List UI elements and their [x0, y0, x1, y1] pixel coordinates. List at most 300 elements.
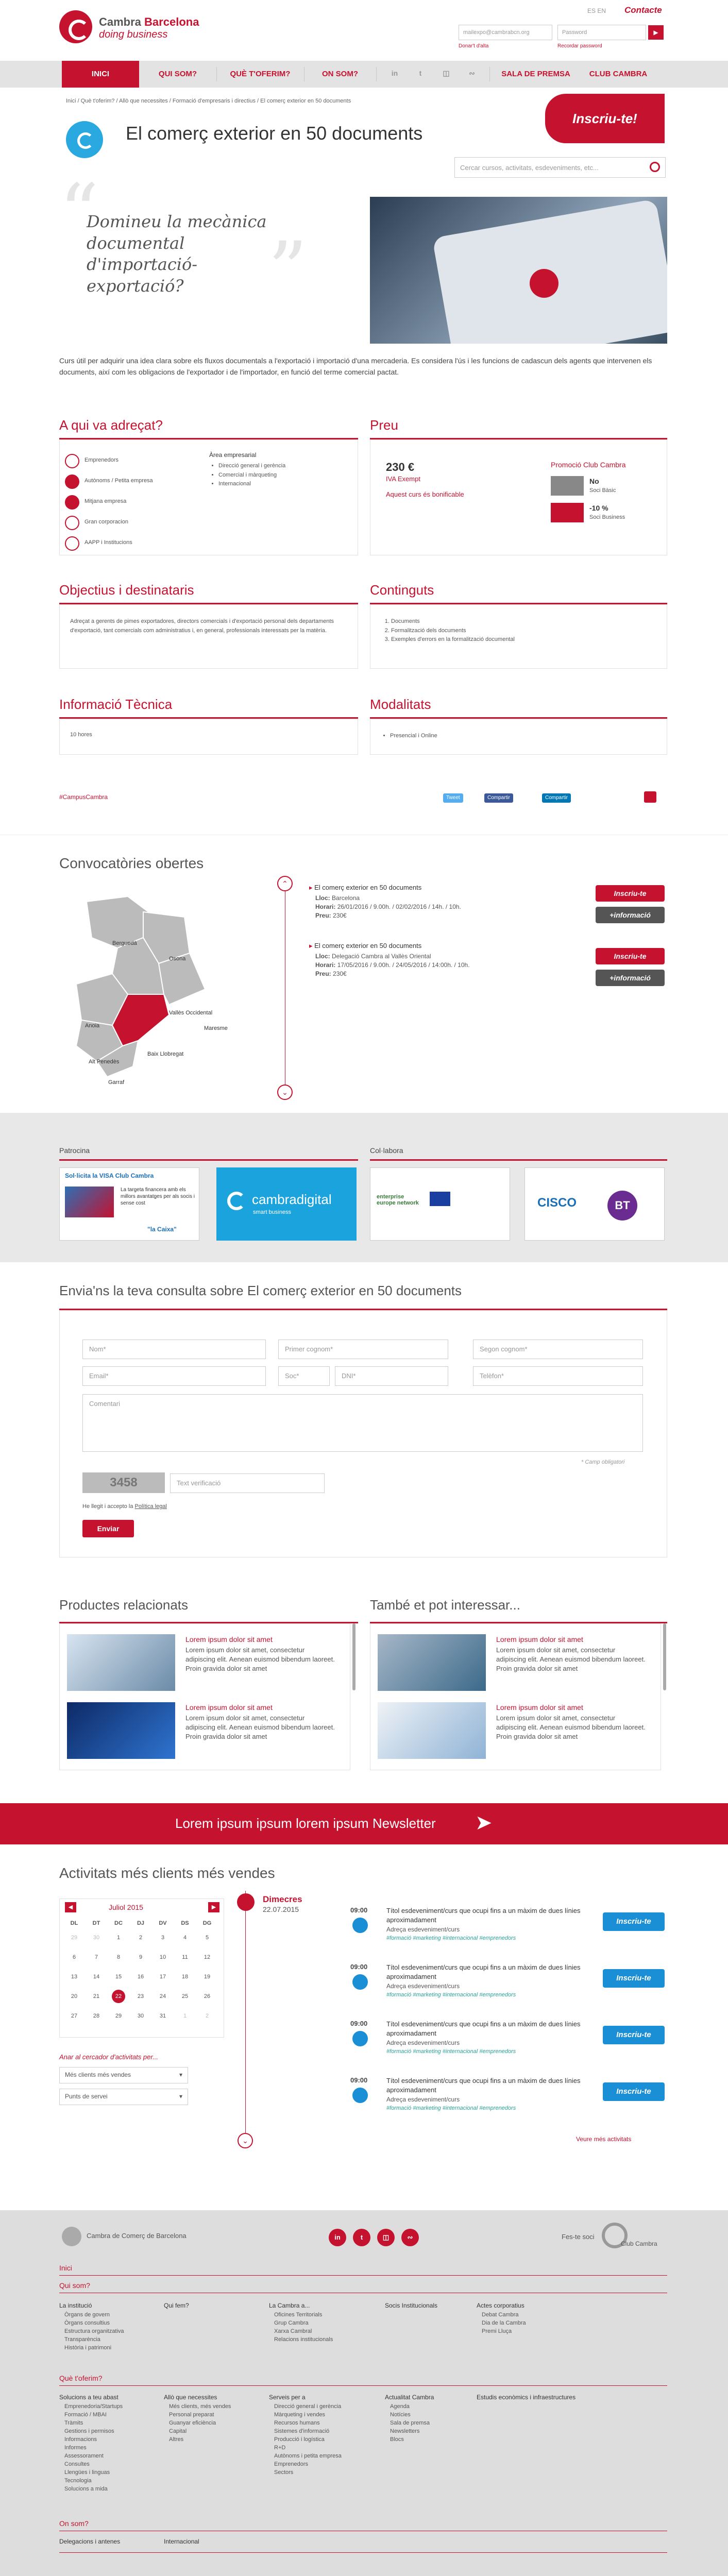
calendar-weekday: DV: [159, 1920, 167, 1926]
footer-col-title[interactable]: Actes corporatius: [477, 2302, 524, 2309]
entrepreneur-icon: [65, 454, 79, 468]
footer-link[interactable]: Solucions a mida: [64, 2486, 108, 2492]
also-item-text: Lorem ipsum dolor sit amet, consectetur adipiscing elit. Aenean euismod bibendum laoreet. Proin gravida dolor sit amet: [496, 1714, 646, 1741]
footer-link[interactable]: Xarxa Cambral: [274, 2328, 312, 2334]
footer-col-title[interactable]: Estudis econòmics i infraestructures: [477, 2394, 576, 2401]
calendar-day[interactable]: 14: [93, 1974, 100, 1980]
calendar-day[interactable]: 3: [161, 1935, 165, 1941]
calendar-day[interactable]: 29: [115, 2013, 122, 2019]
logo-title[interactable]: Cambra Barcelona: [99, 15, 199, 28]
activity-select-1[interactable]: [59, 2067, 188, 2083]
calendar-day[interactable]: 2: [205, 2013, 209, 2019]
modalities-title: Modalitats: [370, 697, 431, 712]
bt-logo: BT: [607, 1191, 637, 1221]
login-button[interactable]: ▶: [648, 25, 664, 40]
product-text: Lorem ipsum dolor sit amet, consectetur adipiscing elit. Aenean euismod bibendum laoreet. Proin gravida dolor sit amet: [185, 1714, 335, 1741]
conv-item-details: Lloc: Barcelona Horari: 26/01/2016 / 9.00h. / 02/02/2016 / 14h. / 10h. Preu: 230€: [315, 894, 461, 919]
privacy-checkbox[interactable]: [82, 1503, 167, 1510]
conv-info-button[interactable]: +informació: [596, 907, 665, 923]
corporation-icon: [65, 516, 79, 530]
visa-card-title: Sol·licita la VISA Club Cambra: [65, 1172, 154, 1179]
footer-link[interactable]: Notícies: [390, 2412, 411, 2418]
promo-value: No: [589, 477, 599, 485]
calendar-day[interactable]: 17: [159, 1974, 166, 1980]
map-label: Maresme: [204, 1025, 228, 1031]
calendar-day[interactable]: 30: [93, 1935, 100, 1941]
footer-link[interactable]: Oficines Territorials: [274, 2312, 323, 2318]
footer-link[interactable]: Newsletters: [390, 2428, 420, 2434]
footer-link[interactable]: Grup Cambra: [274, 2320, 309, 2326]
calendar-weekday: DC: [114, 1920, 123, 1926]
footer-link[interactable]: Màrqueting i vendes: [274, 2412, 326, 2418]
calendar-day[interactable]: 1: [183, 2013, 187, 2019]
map-label: Baix Llobregat: [147, 1051, 184, 1057]
email-input[interactable]: Email*: [82, 1366, 266, 1386]
een-card[interactable]: [370, 1167, 510, 1241]
audience-title: A qui va adreçat?: [59, 417, 163, 433]
modalities-list: [390, 732, 437, 741]
activity-tags[interactable]: #formació #marketing #internacional #emprenedors: [386, 1992, 516, 1998]
promo-title: Promoció Club Cambra: [551, 461, 626, 469]
footer-col-title[interactable]: La Cambra a...: [269, 2302, 310, 2309]
linkedin-icon[interactable]: in: [391, 69, 398, 77]
comment-textarea[interactable]: Comentari: [82, 1394, 643, 1452]
facebook-share-button[interactable]: Compartir: [484, 793, 513, 803]
cisco-logo: CISCO: [537, 1196, 577, 1210]
surname1-input[interactable]: Primer cognom*: [278, 1340, 448, 1359]
footer-link[interactable]: Assessorament: [64, 2453, 104, 2459]
calendar-month: Juliol 2015: [109, 1903, 143, 1911]
footer-link[interactable]: Tràmits: [64, 2420, 83, 2426]
product-title[interactable]: Lorem ipsum dolor sit amet: [185, 1703, 273, 1711]
footer-link[interactable]: Personal preparat: [169, 2412, 214, 2418]
scroll-up-icon[interactable]: ⌃: [277, 876, 293, 891]
footer-link[interactable]: R+D: [274, 2445, 286, 2451]
hero-quote: Domineu la mecànica documental d'importació-exportació?: [87, 212, 267, 296]
footer-link[interactable]: Sistemes d'informació: [274, 2428, 330, 2434]
nav-sala-premsa[interactable]: SALA DE PREMSA: [501, 70, 570, 78]
footer-rule: [59, 2552, 667, 2553]
activity-inscriu-button[interactable]: Inscriu-te: [603, 2026, 665, 2044]
activity-address: Adreça esdeveniment/curs: [386, 2096, 460, 2103]
business-card-icon: [551, 503, 584, 522]
privacy-label: He llegit i accepto la: [82, 1503, 135, 1510]
surname2-input[interactable]: Segon cognom*: [473, 1340, 643, 1359]
also-image[interactable]: [378, 1702, 486, 1759]
activity-address: Adreça esdeveniment/curs: [386, 1982, 460, 1990]
tweet-button[interactable]: Tweet: [443, 793, 463, 803]
captcha-image: 3458: [82, 1472, 165, 1493]
join-link[interactable]: Fes-te soci: [562, 2233, 595, 2241]
footer-inici[interactable]: Inici: [59, 2264, 72, 2272]
footer-link[interactable]: Gestions i permisos: [64, 2428, 114, 2434]
activity-tags[interactable]: #formació #marketing #internacional #emprenedors: [386, 1935, 516, 1941]
conv-item-details: Lloc: Delegació Cambra al Vallès Oriental Horari: 17/05/2016 / 9.00h. / 24/05/2016 / 14:00h. / 10h. Preu: 230€: [315, 953, 470, 977]
cisco-bt-card[interactable]: [524, 1167, 665, 1241]
contents-title: Continguts: [370, 582, 434, 598]
footer-link[interactable]: Recursos humans: [274, 2420, 320, 2426]
footer-link[interactable]: Premi Lluça: [482, 2328, 512, 2334]
calendar-weekday: DG: [202, 1920, 212, 1926]
activity-address: Adreça esdeveniment/curs: [386, 2039, 460, 2046]
activity-title[interactable]: Títol esdeveniment/curs que ocupi fins a un màxim de dues línies aproximadament: [386, 1963, 581, 1980]
product-image[interactable]: [67, 1634, 175, 1691]
twitter-icon[interactable]: t: [419, 69, 422, 77]
activity-time: 09:00: [350, 2076, 368, 2084]
price-bonus: Aquest curs és bonificable: [386, 490, 464, 498]
activities-title: Activitats més clients més vendes: [59, 1865, 275, 1881]
cambra-digital-card[interactable]: [216, 1167, 357, 1241]
footer-on-som[interactable]: On som?: [59, 2519, 89, 2528]
footer-link[interactable]: Altres: [169, 2436, 184, 2443]
activity-title[interactable]: Títol esdeveniment/curs que ocupi fins a un màxim de dues línies aproximadament: [386, 1907, 581, 1924]
calendar-day[interactable]: 25: [181, 1993, 189, 1999]
calendar-day[interactable]: 11: [182, 1954, 188, 1960]
footer-que-oferim[interactable]: Què t'oferim?: [59, 2374, 103, 2382]
cambra-digital-sub: smart business: [253, 1209, 291, 1215]
language-switcher[interactable]: ES EN: [587, 7, 606, 14]
map-label: Anoia: [85, 1023, 100, 1029]
footer-link[interactable]: Emprenedors: [274, 2461, 309, 2467]
cambra-logo-icon[interactable]: [59, 10, 92, 43]
calendar-day[interactable]: 4: [183, 1935, 187, 1941]
also-item-text: Lorem ipsum dolor sit amet, consectetur adipiscing elit. Aenean euismod bibendum laoreet. Proin gravida dolor sit amet: [496, 1646, 646, 1673]
activity-inscriu-button[interactable]: Inscriu-te: [603, 2082, 665, 2101]
also-image[interactable]: [378, 1634, 486, 1691]
newsletter-banner[interactable]: [0, 1803, 728, 1844]
activity-select-2[interactable]: [59, 2089, 188, 2105]
scroll-down-icon[interactable]: ⌄: [238, 2133, 253, 2148]
linkedin-share-button[interactable]: Compartir: [542, 793, 571, 803]
products-title: Productes relacionats: [59, 1597, 189, 1613]
also-title: També et pot interessar...: [370, 1597, 520, 1613]
catalonia-map: [66, 891, 221, 1097]
send-button[interactable]: Enviar: [82, 1520, 134, 1537]
footer-logo-text[interactable]: Cambra de Comerç de Barcelona: [87, 2232, 187, 2240]
footer-col-title[interactable]: Serveis per a: [269, 2394, 306, 2401]
footer-link[interactable]: Direcció general i gerència: [274, 2403, 342, 2410]
calendar-weekday: DS: [181, 1920, 189, 1926]
contents-item: 1. Documents: [391, 617, 515, 626]
map-label: Osona: [169, 956, 186, 962]
calendar-weekday: DJ: [137, 1920, 145, 1926]
footer-link[interactable]: Sectors: [274, 2469, 294, 2476]
activity-icon: [352, 2088, 368, 2103]
user-field[interactable]: mailexpo@cambrabcn.org: [459, 25, 552, 40]
site-search-input[interactable]: [454, 157, 666, 178]
activity-search-label: Anar al cercador d'activitats per...: [59, 2053, 159, 2061]
footer-rule: [59, 2385, 667, 2386]
cambra-digital-title: cambradigital: [252, 1192, 332, 1207]
promo-label: Soci Business: [589, 514, 625, 520]
soc-select[interactable]: Soc*: [278, 1366, 330, 1386]
calendar-day[interactable]: 29: [71, 1935, 78, 1941]
footer-link[interactable]: Capital: [169, 2428, 187, 2434]
eu-flag-icon: [430, 1192, 450, 1206]
tech-title: Informació Tècnica: [59, 697, 173, 712]
quote-close-icon: ”: [268, 226, 308, 315]
institution-icon: [65, 536, 79, 551]
footer-link[interactable]: Guanyar eficiència: [169, 2420, 216, 2426]
course-description: Curs útil per adquirir una idea clara sobre els fluxos documentals a l'exportació i importació d'una mercaderia. Es considera l'ús i les funcions de cadascun dels agents que intervenen els documents, així com les obligacions de l'exportador i de l'importador, en funció del terme comercial pactat.: [59, 357, 652, 376]
calendar-day[interactable]: 24: [159, 1993, 166, 1999]
calendar-weekday: DT: [92, 1920, 100, 1926]
footer-col-title[interactable]: Solucions a teu abast: [59, 2394, 118, 2401]
nav-divider: [489, 67, 490, 81]
objectives-title: Objectius i destinataris: [59, 582, 194, 598]
calendar-day[interactable]: 19: [204, 1974, 211, 1980]
map-label: Berguedà: [112, 940, 137, 946]
calendar-day[interactable]: 18: [181, 1974, 189, 1980]
footer-link[interactable]: Formació / MBAI: [64, 2412, 107, 2418]
chat-icon[interactable]: ◫: [443, 69, 450, 77]
password-field[interactable]: Password: [557, 25, 646, 40]
activity-address: Adreça esdeveniment/curs: [386, 1926, 460, 1933]
footer-rule: [59, 2275, 667, 2276]
footer-internacional[interactable]: Internacional: [164, 2538, 199, 2545]
footer: [0, 2210, 728, 2576]
paper-plane-icon[interactable]: ➤: [475, 1811, 493, 1834]
een-logo: enterprise europe network: [377, 1194, 419, 1206]
calendar-day[interactable]: 5: [205, 1935, 209, 1941]
visa-card-image: [65, 1187, 114, 1217]
forgot-password-link[interactable]: Recordar password: [557, 43, 602, 49]
calendar-day[interactable]: 22: [112, 1990, 125, 2003]
contents-item: 3. Exemples d'errors en la formalització documental: [391, 635, 515, 645]
calendar: [59, 1899, 224, 2038]
product-title[interactable]: Lorem ipsum dolor sit amet: [185, 1635, 273, 1643]
activity-tags[interactable]: #formació #marketing #internacional #emprenedors: [386, 2048, 516, 2055]
footer-col-title[interactable]: Actualitat Cambra: [385, 2394, 434, 2401]
calendar-day[interactable]: 7: [94, 1954, 98, 1960]
quote-open-icon: “: [59, 168, 99, 258]
search-icon[interactable]: [650, 162, 660, 172]
footer-link[interactable]: Òrgans consultius: [64, 2320, 110, 2326]
nav-que-oferim[interactable]: QUÈ T'OFERIM?: [230, 70, 291, 78]
footer-logo-icon[interactable]: [62, 2227, 81, 2246]
calendar-day[interactable]: 26: [204, 1993, 211, 1999]
calendar-day[interactable]: 16: [137, 1974, 144, 1980]
calendar-day[interactable]: 21: [93, 1993, 100, 1999]
area-list: [218, 462, 285, 489]
device-logo-icon: [530, 269, 558, 298]
conv-title: Convocatòries obertes: [59, 855, 204, 871]
patrocina-title: Patrocina: [59, 1146, 90, 1155]
audience-box: Emprenedors Autònoms / Petita empresa Mitjana empresa Gran corporacion AAPP i Institucions Àrea empresarial • Direcció general i gerència • Comercial i màrqueting • Internacional: [59, 439, 358, 555]
calendar-day[interactable]: 13: [71, 1974, 78, 1980]
calendar-day[interactable]: 20: [71, 1993, 78, 1999]
form-title: Envia'ns la teva consulta sobre El comerç exterior en 50 documents: [59, 1283, 462, 1298]
footer-delegacions[interactable]: Delegacions i antenes: [59, 2538, 121, 2545]
rss-icon[interactable]: ∾: [401, 2229, 419, 2246]
activity-time: 09:00: [350, 1906, 368, 1914]
footer-link[interactable]: Relacions institucionals: [274, 2336, 333, 2343]
tech-hours: 10 hores: [70, 732, 92, 738]
conv-inscriu-button[interactable]: Inscriu-te: [596, 885, 665, 902]
search-placeholder: Cercar cursos, activitats, esdeveniments, etc...: [460, 164, 599, 172]
map-label: Garraf: [108, 1079, 125, 1086]
activity-icon: [352, 1918, 368, 1933]
more-activities-link[interactable]: Veure més activitats: [576, 2136, 632, 2143]
print-icon[interactable]: [644, 791, 656, 803]
footer-link[interactable]: Transparència: [64, 2336, 100, 2343]
privacy-link[interactable]: Política legal: [134, 1503, 167, 1510]
calendar-next-icon[interactable]: ▶: [208, 1902, 219, 1912]
calendar-day[interactable]: 23: [137, 1993, 144, 1999]
activity-icon: [352, 1974, 368, 1990]
area-item: • Comercial i màrqueting: [218, 471, 285, 480]
calendar-day[interactable]: 15: [115, 1974, 122, 1980]
logo-tagline: doing business: [99, 29, 168, 40]
footer-link[interactable]: Agenda: [390, 2403, 410, 2410]
calendar-icon: [237, 1893, 255, 1911]
footer-link[interactable]: Estructura organitzativa: [64, 2328, 124, 2334]
activity-title[interactable]: Títol esdeveniment/curs que ocupi fins a un màxim de dues línies aproximadament: [386, 2020, 581, 2037]
also-scrollbar[interactable]: [663, 1623, 666, 1690]
colabora-title: Col·labora: [370, 1146, 403, 1155]
calendar-day[interactable]: 10: [159, 1954, 166, 1960]
also-item-title[interactable]: Lorem ipsum dolor sit amet: [496, 1635, 583, 1643]
calendar-day[interactable]: 8: [116, 1954, 121, 1960]
area-title: Àrea empresarial: [209, 451, 257, 459]
activity-time: 09:00: [350, 2020, 368, 2027]
footer-link[interactable]: Blocs: [390, 2436, 404, 2443]
contents-item: 2. Formalització dels documents: [391, 626, 515, 636]
footer-link[interactable]: Tecnologia: [64, 2478, 92, 2484]
calendar-day[interactable]: 31: [159, 2013, 166, 2019]
breadcrumb[interactable]: Inici / Què t'oferim? / Allò que necessites / Formació d'empresaris i directius / El comerç exterior en 50 documents: [66, 98, 351, 104]
calendar-day[interactable]: 27: [71, 2013, 78, 2019]
nav-on-som[interactable]: ON SOM?: [322, 70, 358, 78]
visa-club-card[interactable]: [59, 1167, 199, 1241]
activity-inscriu-button[interactable]: Inscriu-te: [603, 1912, 665, 1931]
phone-input[interactable]: Telèfon*: [473, 1366, 643, 1386]
chat-icon[interactable]: ◫: [377, 2229, 395, 2246]
footer-link[interactable]: Debat Cambra: [482, 2312, 519, 2318]
products-box: [59, 1623, 350, 1770]
conv-item-title[interactable]: ▸ El comerç exterior en 50 documents: [309, 884, 422, 891]
footer-col-title[interactable]: Qui fem?: [164, 2302, 189, 2309]
area-item: • Direcció general i gerència: [218, 462, 285, 471]
footer-link[interactable]: Sala de premsa: [390, 2420, 430, 2426]
footer-link[interactable]: Llengües i linguas: [64, 2469, 110, 2476]
main-nav: [0, 61, 728, 88]
map-label: Vallès Occidental: [169, 1010, 213, 1016]
select-value: Punts de servei: [65, 2093, 108, 2100]
hashtag[interactable]: #CampusCambra: [59, 793, 108, 801]
twitter-icon[interactable]: t: [353, 2229, 370, 2246]
nav-club-cambra[interactable]: CLUB CAMBRA: [589, 70, 648, 78]
calendar-day[interactable]: 30: [137, 2013, 144, 2019]
calendar-day[interactable]: 1: [116, 1935, 121, 1941]
promo-label: Soci Bàsic: [589, 487, 616, 494]
name-input[interactable]: Nom*: [82, 1340, 266, 1359]
nav-divider: [376, 67, 377, 81]
footer-col-title[interactable]: Allò que necessites: [164, 2394, 217, 2401]
product-image[interactable]: [67, 1702, 175, 1759]
activity-date: 22.07.2015: [263, 1905, 299, 1913]
conv-item-title[interactable]: ▸ El comerç exterior en 50 documents: [309, 942, 422, 950]
nav-inici[interactable]: INICI: [62, 61, 139, 88]
patrocina-rule: [59, 1159, 358, 1161]
activity-tags[interactable]: #formació #marketing #internacional #emprenedors: [386, 2105, 516, 2111]
footer-link[interactable]: Autònoms i petita empresa: [274, 2453, 342, 2459]
scroll-down-icon[interactable]: ⌄: [277, 1084, 293, 1100]
contact-link[interactable]: Contacte: [624, 5, 662, 15]
dni-input[interactable]: DNI*: [335, 1366, 448, 1386]
register-link[interactable]: Donar't d'alta: [459, 43, 489, 49]
nav-qui-som[interactable]: QUI SOM?: [158, 70, 197, 78]
footer-link[interactable]: Dia de la Cambra: [482, 2320, 526, 2326]
objectives-text: Adreçat a gerents de pimes exportadores, directors comercials i d'exportació personal dels departaments d'exportació, tant comercials com administratius i, en general, professionals interessats per la matèria.: [70, 618, 334, 634]
activity-inscriu-button[interactable]: Inscriu-te: [603, 1969, 665, 1988]
select-value: Més clients més vendes: [65, 2071, 131, 2078]
contents-list: [391, 617, 515, 645]
calendar-day[interactable]: 9: [139, 1954, 143, 1960]
activity-day-label: Dimecres: [263, 1894, 302, 1904]
activity-title[interactable]: Títol esdeveniment/curs que ocupi fins a un màxim de dues línies aproximadament: [386, 2077, 581, 2094]
captcha-input[interactable]: Text verificació: [170, 1473, 325, 1493]
calendar-weekday: DL: [70, 1920, 78, 1926]
products-scrollbar[interactable]: [352, 1623, 355, 1690]
footer-link[interactable]: Història i patrimoni: [64, 2345, 112, 2351]
club-cambra-text[interactable]: Club Cambra: [621, 2240, 657, 2247]
inscriu-button[interactable]: Inscriu-te!: [545, 94, 665, 143]
calendar-day[interactable]: 28: [93, 2013, 100, 2019]
activity-timeline: [245, 1891, 246, 2143]
visa-card-subtitle: La targeta financera amb els millors avantatges per als socis i sense cost: [121, 1187, 195, 1206]
calendar-day[interactable]: 2: [139, 1935, 143, 1941]
chevron-down-icon: ▾: [179, 2071, 182, 2078]
activity-time: 09:00: [350, 1963, 368, 1971]
footer-link[interactable]: Òrgans de govern: [64, 2312, 110, 2318]
activity-icon: [352, 2031, 368, 2046]
calendar-prev-icon[interactable]: ◀: [65, 1902, 76, 1912]
footer-qui-som[interactable]: Qui som?: [59, 2281, 90, 2290]
hero-image: [370, 197, 667, 344]
required-note: * Camp obligatori: [581, 1459, 625, 1465]
map-label: Alt Penedès: [89, 1059, 120, 1065]
price-amount: 230 €: [386, 461, 415, 473]
footer-link[interactable]: Informacions: [64, 2436, 97, 2443]
small-business-icon: [65, 474, 79, 489]
also-box: [370, 1623, 661, 1770]
footer-link[interactable]: Informes: [64, 2445, 87, 2451]
modality-item: • Presencial i Online: [390, 732, 437, 741]
rss-icon[interactable]: ∾: [469, 69, 475, 77]
modalities-box: [370, 719, 667, 755]
price-box: [370, 439, 667, 555]
cambra-digital-icon: [227, 1192, 246, 1210]
footer-link[interactable]: Emprenedoria/Startups: [64, 2403, 123, 2410]
footer-link[interactable]: Consultes: [64, 2461, 90, 2467]
footer-link[interactable]: Més clients, més vendes: [169, 2403, 231, 2410]
calendar-day[interactable]: 6: [72, 1954, 76, 1960]
contents-box: [370, 604, 667, 669]
calendar-day[interactable]: 12: [204, 1954, 211, 1960]
conv-info-button[interactable]: +informació: [596, 970, 665, 986]
basic-card-icon: [551, 476, 584, 496]
footer-col-title[interactable]: La institució: [59, 2302, 92, 2309]
linkedin-icon[interactable]: in: [329, 2229, 346, 2246]
medium-business-icon: [65, 495, 79, 510]
also-item-title[interactable]: Lorem ipsum dolor sit amet: [496, 1703, 583, 1711]
price-title: Preu: [370, 417, 398, 433]
footer-col-title[interactable]: Socis Institucionals: [385, 2302, 438, 2309]
conv-inscriu-button[interactable]: Inscriu-te: [596, 948, 665, 964]
footer-link[interactable]: Producció i logística: [274, 2436, 325, 2443]
promo-value: -10 %: [589, 504, 608, 512]
